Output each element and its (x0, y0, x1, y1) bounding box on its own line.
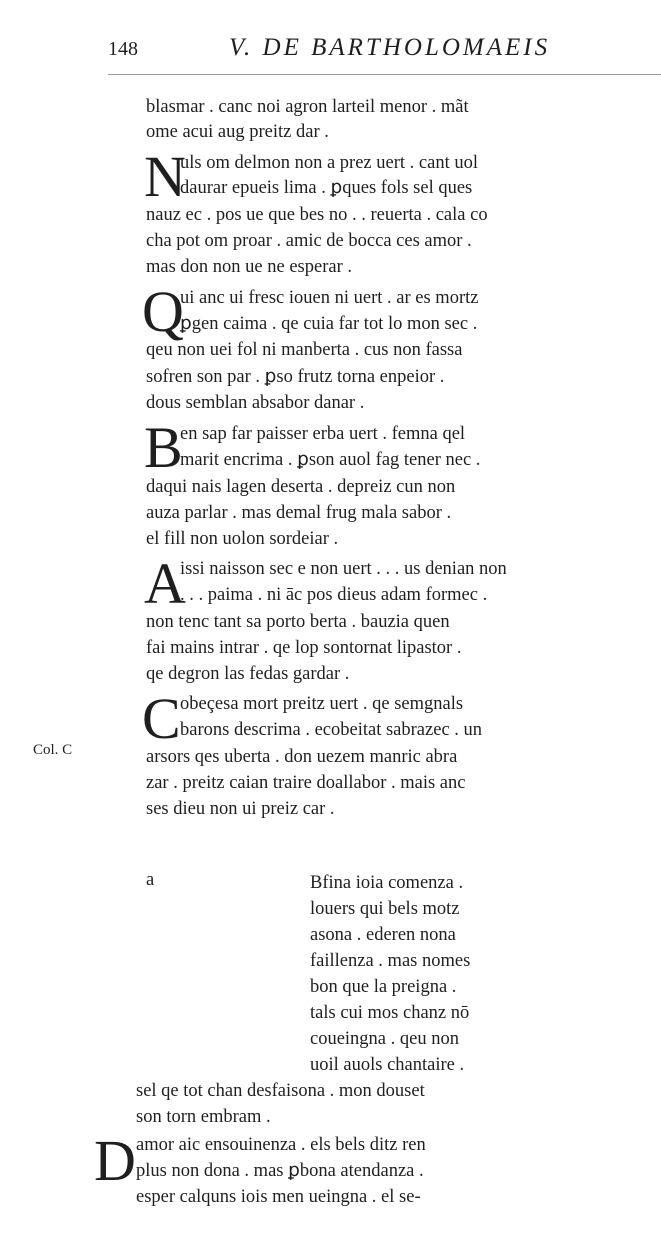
text-line: blasmar . canc noi agron larteil menor . mãt (146, 97, 469, 117)
header-rule (108, 74, 661, 75)
text-line: coueingna . qeu non (310, 1029, 459, 1049)
text-line: barons descrima . ecobeitat sabrazec . un (180, 720, 483, 740)
drop-cap-initial: B (144, 415, 183, 480)
text-line: daqui nais lagen deserta . depreiz cun non (146, 477, 456, 497)
text-line: mas don non ue ne esperar . (146, 257, 353, 277)
text-line: esper calquns iois men ueingna . el se- (136, 1187, 421, 1207)
text-line: uoil auols chantaire . (310, 1055, 465, 1075)
text-line: ui anc ui fresc iouen ni uert . ar es mortz (180, 288, 479, 308)
drop-cap-initial: D (94, 1128, 136, 1193)
text-line: qe degron las fedas gardar . (146, 664, 350, 684)
text-line: faillenza . mas nomes (310, 951, 471, 971)
drop-cap-initial: A (144, 551, 186, 616)
text-line: qeu non uei fol ni manberta . cus non fassa (146, 340, 463, 360)
running-title: V. DE BARTHOLOMAEIS (229, 34, 551, 61)
text-line: dous semblan absabor danar . (146, 393, 365, 413)
text-line: tals cui mos chanz nō (310, 1003, 470, 1023)
text-line: auza parlar . mas demal frug mala sabor . (146, 503, 452, 523)
poem-marker: a (146, 870, 155, 890)
text-line: plus non dona . mas ꝑbona atendanza . (136, 1161, 424, 1181)
text-line: louers qui bels motz (310, 899, 460, 919)
text-line: cha pot om proar . amic de bocca ces amor . (146, 231, 472, 251)
page-number: 148 (108, 38, 138, 60)
text-line: Bfina ioia comenza . (310, 873, 464, 893)
text-line: issi naisson sec e non uert . . . us denian non (180, 559, 507, 579)
text-line: sofren son par . ꝑso frutz torna enpeior . (146, 367, 445, 387)
drop-cap-initial: Q (142, 279, 184, 344)
text-line: . . . paima . ni āc pos dieus adam formec . (180, 585, 488, 605)
text-line: obeçesa mort preitz uert . qe semgnals (180, 694, 464, 714)
text-line: asona . ederen nona (310, 925, 456, 945)
text-line: zar . preitz caian traire doallabor . mais anc (146, 773, 466, 793)
text-line: amor aic ensouinenza . els bels ditz ren (136, 1135, 426, 1155)
text-line: arsors qes uberta . don uezem manric abra (146, 747, 458, 767)
text-line: ꝑgen caima . qe cuia far tot lo mon sec . (180, 314, 478, 334)
drop-cap-initial: N (144, 144, 186, 209)
text-line: bon que la preigna . (310, 977, 457, 997)
page-header (0, 34, 661, 80)
text-line: uls om delmon non a prez uert . cant uol (180, 153, 478, 173)
text-line: non tenc tant sa porto berta . bauzia quen (146, 612, 450, 632)
drop-cap-initial: C (142, 686, 181, 751)
text-line: son torn embram . (136, 1107, 271, 1127)
text-line: ome acui aug preitz dar . (146, 122, 329, 142)
text-line: marit encrima . ꝑson auol fag tener nec . (180, 450, 481, 470)
text-line: sel qe tot chan desfaisona . mon douset (136, 1081, 425, 1101)
text-line: fai mains intrar . qe lop sontornat lipastor . (146, 638, 462, 658)
text-line: nauz ec . pos ue que bes no . . reuerta . cala co (146, 205, 488, 225)
text-line: el fill non uolon sordeiar . (146, 529, 339, 549)
text-line: ses dieu non ui preiz car . (146, 799, 335, 819)
text-line: en sap far paisser erba uert . femna qel (180, 424, 466, 444)
text-line: daurar epueis lima . ꝑques fols sel ques (180, 178, 473, 198)
margin-note: Col. C (33, 742, 73, 758)
